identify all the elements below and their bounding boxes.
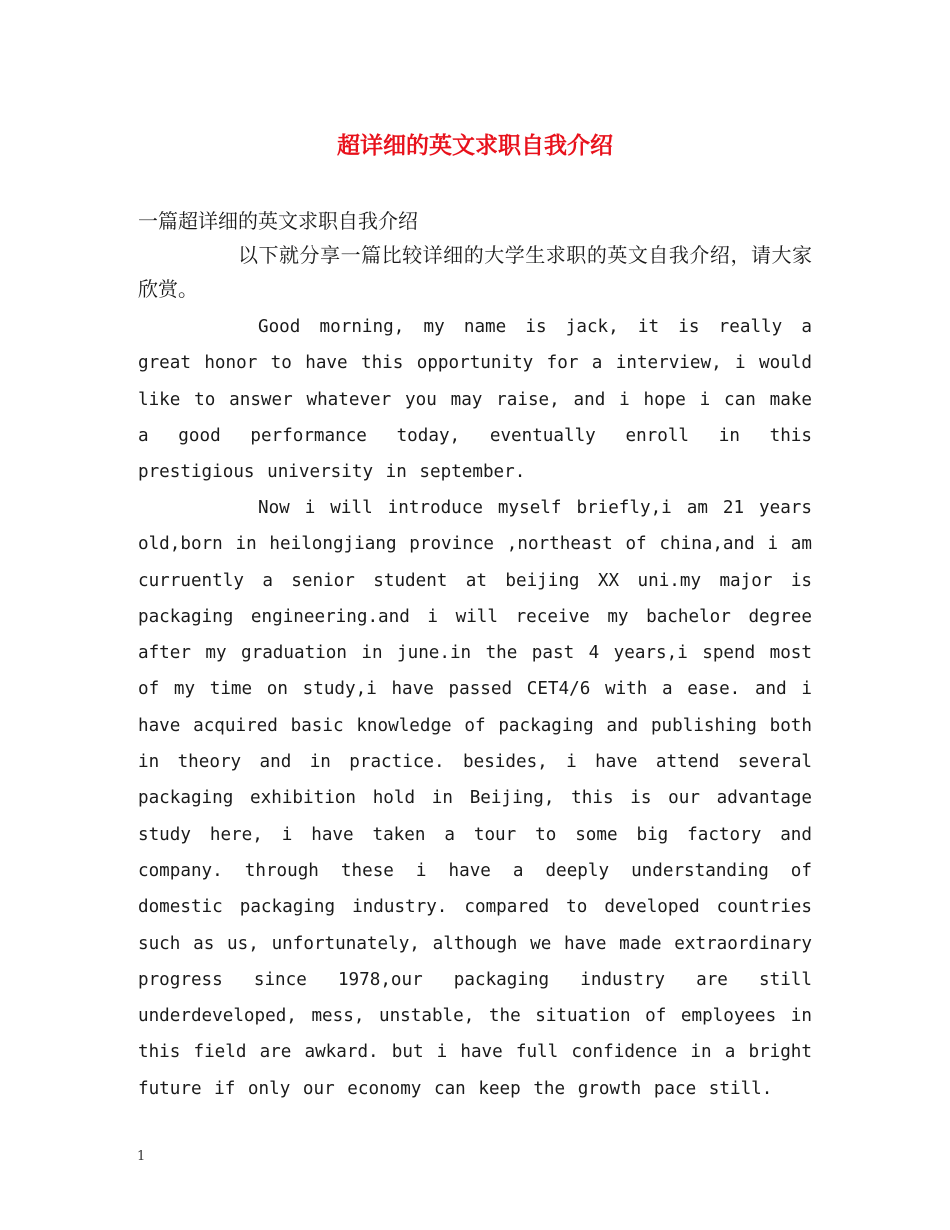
intro-paragraph: 以下就分享一篇比较详细的大学生求职的英文自我介绍，请大家欣赏。 [138, 243, 812, 301]
page-title: 超详细的英文求职自我介绍 [337, 132, 613, 159]
document-subtitle: 一篇超详细的英文求职自我介绍 [138, 209, 418, 233]
body-paragraph-background: Now i will introduce myself briefly,i am 21 years old,born in heilongjiang province ,northeast of china,and i am curruently a senior student at beijing XX uni.my major is packaging engineering.and i will receive my bachelor degree after my graduation in june.in the past 4 years,i spend most of my time on study,i have passed CET4/6 with a ease. and i have acquired basic knowledge of packaging and publishing both in theory and in practice. besides, i have attend several packaging exhibition hold in Beijing, this is our advantage study here, i have taken a tour to some big factory and company. through these i have a deeply understanding of domestic packaging industry. compared to developed countries such as us, unfortunately, although we have made extraordinary progress since 1978,our packaging industry are still underdeveloped, mess, unstable, the situation of employees in this field are awkard. but i have full confidence in a bright future if only our economy can keep the growth pace still. [138, 498, 812, 1099]
body-paragraph-greeting: Good morning, my name is jack, it is really a great honor to have this opportunity for a interview, i would like to answer whatever you may raise, and i hope i can make a good performance today, eventually enroll in this prestigious university in september. [138, 317, 812, 483]
page-number: 1 [137, 1149, 146, 1164]
